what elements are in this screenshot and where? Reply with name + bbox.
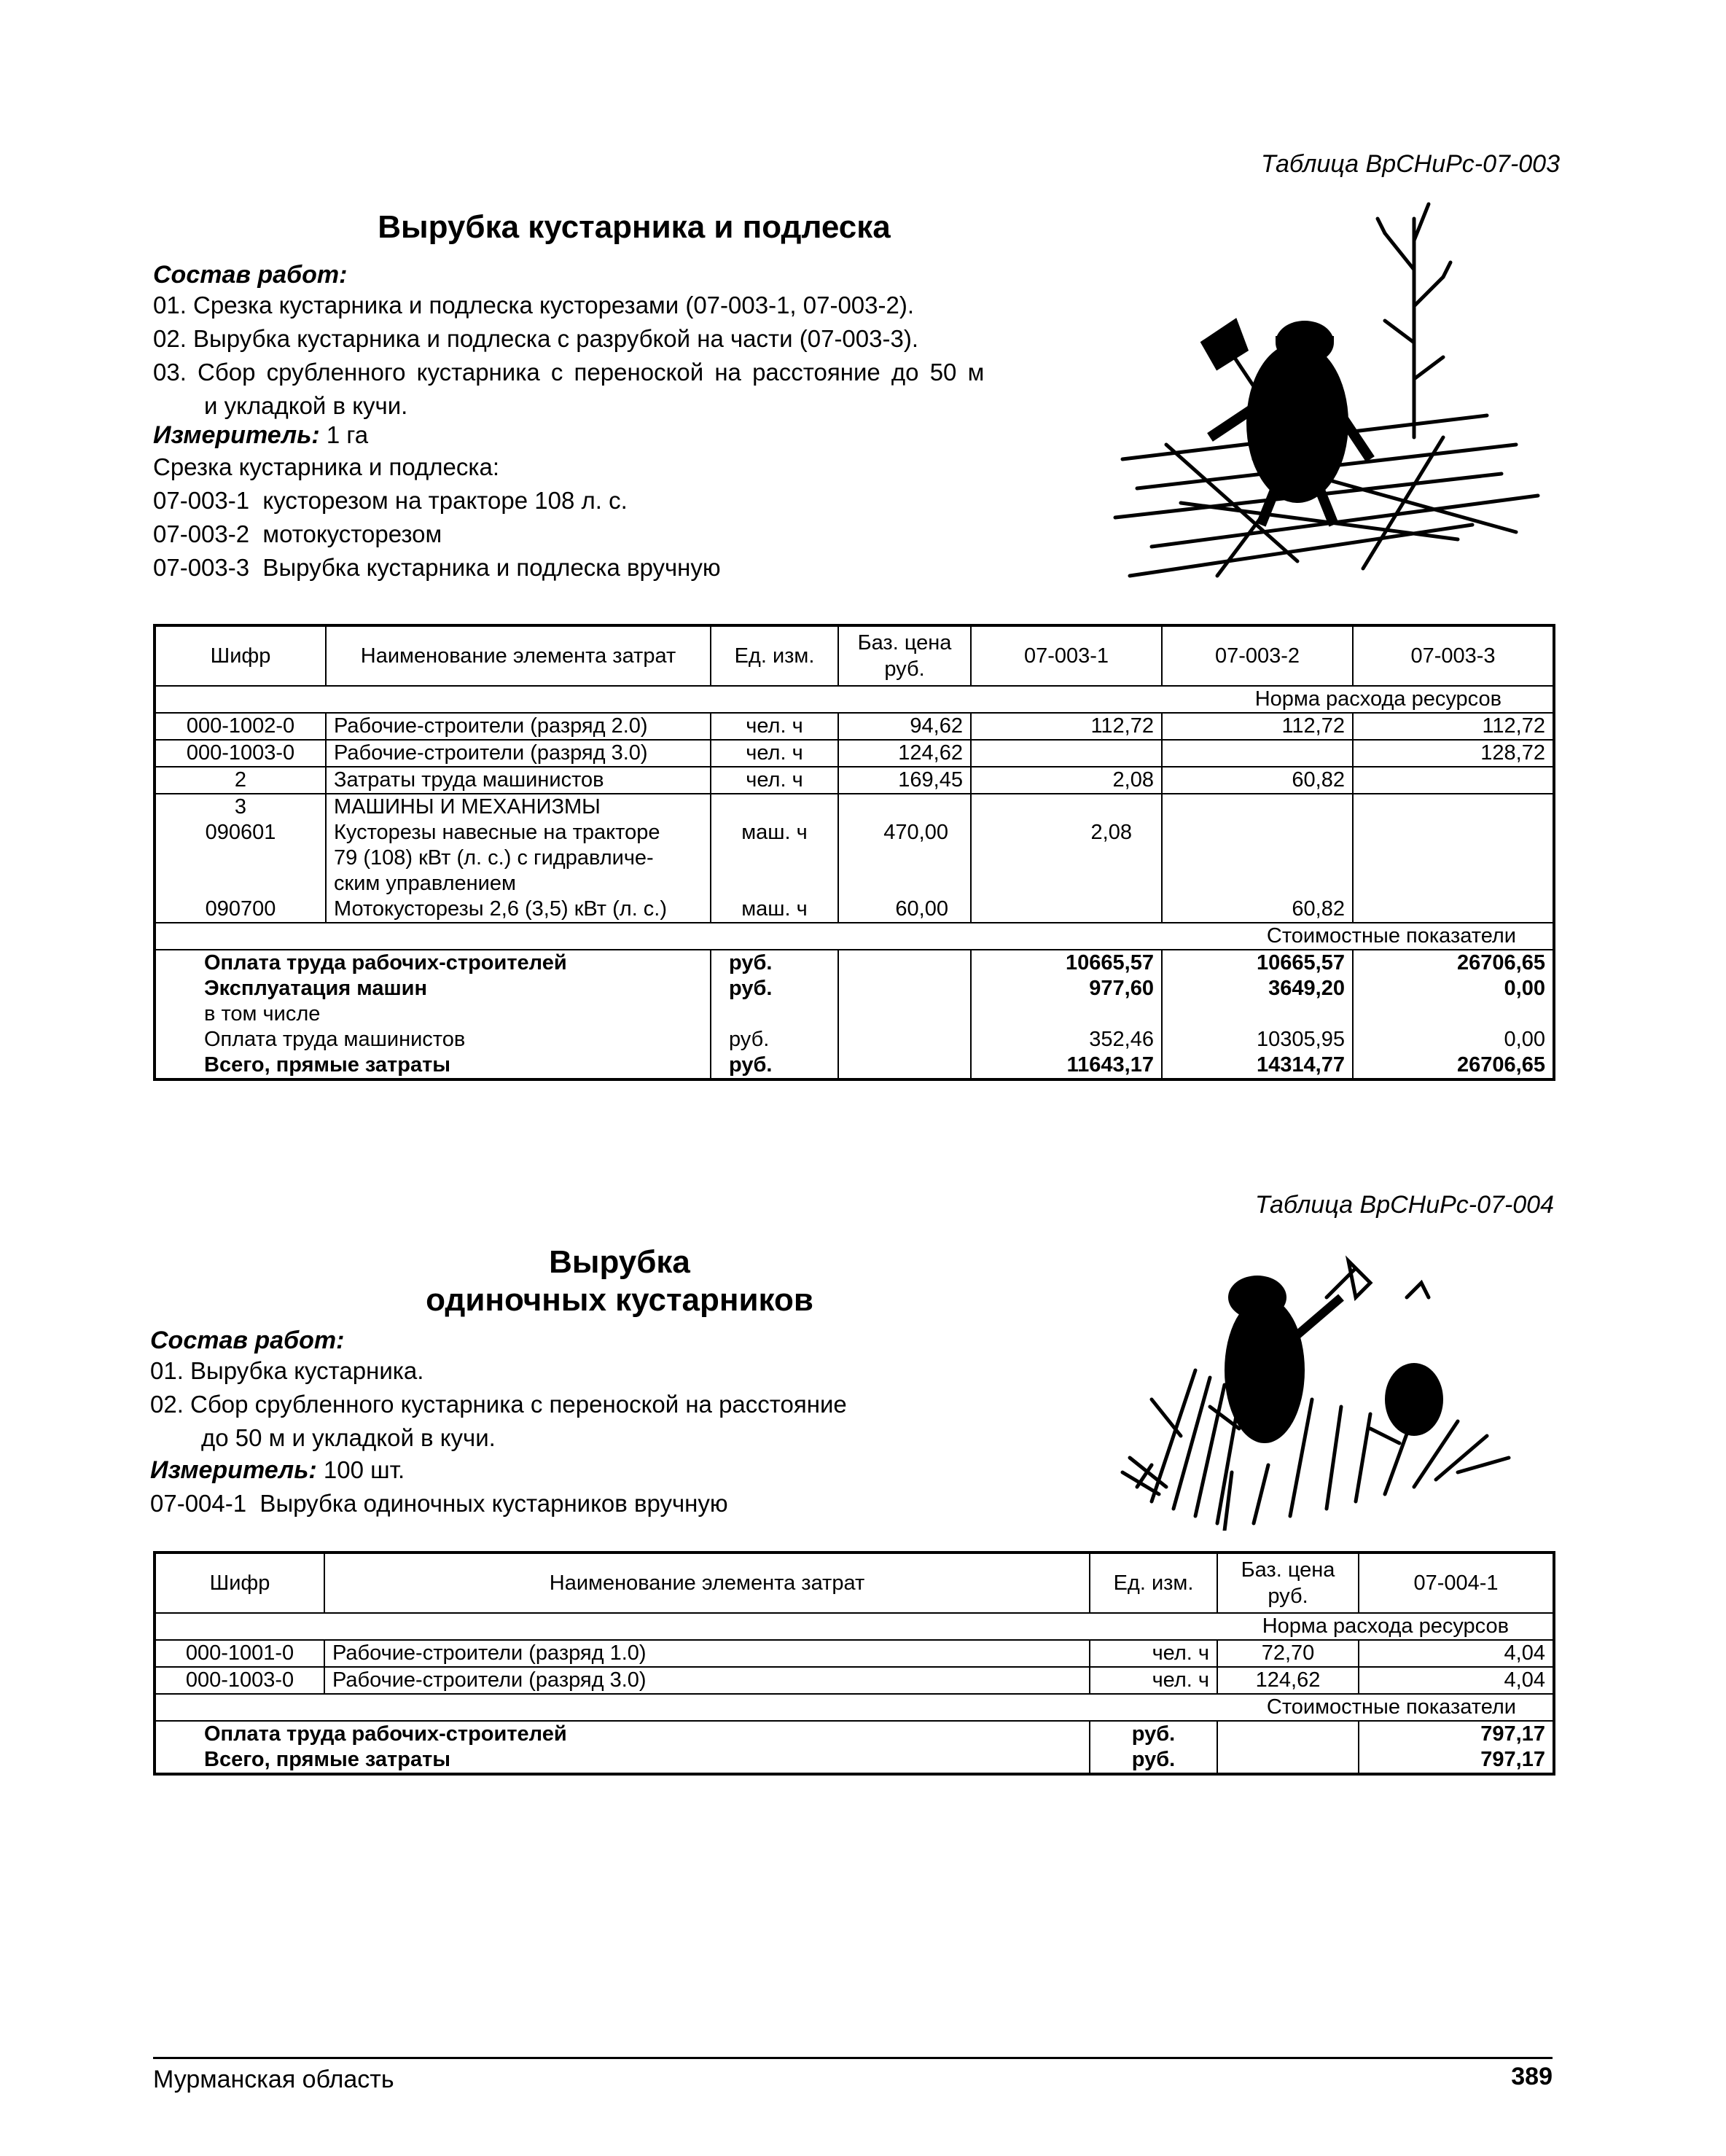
cell-empty <box>838 1027 971 1052</box>
table-row <box>155 794 1554 820</box>
cost-unit: руб. <box>711 1052 838 1079</box>
cost-row <box>155 976 1554 1001</box>
cell-unit: маш. ч <box>711 897 838 923</box>
cell-price: 470,00 <box>838 820 971 845</box>
cell-price: 72,70 <box>1217 1640 1359 1667</box>
cost-value: 10665,57 <box>1162 950 1353 976</box>
cell-value: 60,82 <box>1162 897 1353 923</box>
cell-empty <box>1217 1721 1359 1747</box>
cell-empty <box>838 1052 971 1079</box>
table-row <box>155 767 1554 794</box>
measure-label-1: Измеритель: <box>153 421 320 449</box>
work-item: 03. Сбор срубленного кустарника с переноской на расстояние до 50 м <box>153 359 985 386</box>
table-row <box>155 871 1554 897</box>
table-row <box>155 820 1554 845</box>
works-label-2: Состав работ: <box>150 1327 345 1354</box>
cell-value: 112,72 <box>1162 713 1353 740</box>
cell-price: 124,62 <box>1217 1667 1359 1694</box>
work-item: 02. Сбор срубленного кустарника с переноской на расстояние <box>150 1391 847 1418</box>
work-item: 02. Вырубка кустарника и подлеска с разрубкой на части (07-003-3). <box>153 325 918 352</box>
codes-list-1 <box>153 450 721 585</box>
col-header: 07-004-1 <box>1359 1552 1554 1613</box>
footer-divider <box>153 2057 1553 2059</box>
cost-value: 0,00 <box>1353 1027 1554 1052</box>
cost-value: 10305,95 <box>1162 1027 1353 1052</box>
resources-table-1 <box>153 624 1555 1081</box>
code-item: 07-003-3 Вырубка кустарника и подлеска вручную <box>153 554 721 581</box>
cost-label: в том числе <box>155 1001 711 1027</box>
cost-unit: руб. <box>1090 1721 1217 1747</box>
cost-value: 14314,77 <box>1162 1052 1353 1079</box>
table-caption-1: Таблица ВрСНиРс-07-003 <box>1260 150 1560 178</box>
cost-value: 797,17 <box>1359 1721 1554 1747</box>
col-header: Ед. изм. <box>711 625 838 686</box>
cell-empty <box>1162 794 1353 820</box>
cost-value: 797,17 <box>1359 1747 1554 1774</box>
cell-value: 112,72 <box>1353 713 1554 740</box>
measure-value-1: 1 га <box>319 421 369 448</box>
cell-empty <box>155 871 326 897</box>
section-title-2 <box>350 1243 889 1319</box>
cost-value: 0,00 <box>1353 976 1554 1001</box>
cost-unit: руб. <box>711 950 838 976</box>
bush-cutting-illustration <box>1108 1254 1516 1531</box>
cell-empty <box>971 897 1162 923</box>
cell-empty <box>838 976 971 1001</box>
cell-empty <box>1353 897 1554 923</box>
section-row <box>155 1613 1554 1640</box>
cell-empty <box>711 794 838 820</box>
cost-label: Оплата труда рабочих-строителей <box>155 950 711 976</box>
cell-price: 169,45 <box>838 767 971 794</box>
col-header: Шифр <box>155 1552 324 1613</box>
cell-unit: чел. ч <box>1090 1667 1217 1694</box>
code-item: 07-003-2 мотокусторезом <box>153 520 442 547</box>
cell-empty <box>1217 1747 1359 1774</box>
cell-unit: чел. ч <box>1090 1640 1217 1667</box>
cell-empty <box>1353 871 1554 897</box>
cost-unit: руб. <box>1090 1747 1217 1774</box>
cell-value: 112,72 <box>971 713 1162 740</box>
table-caption-2: Таблица ВрСНиРс-07-004 <box>1254 1191 1554 1219</box>
works-list-1 <box>153 289 1130 423</box>
cost-unit: руб. <box>711 976 838 1001</box>
cell-empty <box>838 1001 971 1027</box>
cost-row <box>155 1052 1554 1079</box>
section-title-1: Вырубка кустарника и подлеска <box>378 209 891 245</box>
cell-name: Рабочие-строители (разряд 2.0) <box>326 713 711 740</box>
cost-value: 3649,20 <box>1162 976 1353 1001</box>
col-header: 07-003-2 <box>1162 625 1353 686</box>
cell-name: 79 (108) кВт (л. с.) с гидравличе- <box>326 845 711 871</box>
cost-row <box>155 1001 1554 1027</box>
cell-value: 128,72 <box>1353 740 1554 767</box>
cell-unit: чел. ч <box>711 713 838 740</box>
cell-code: 2 <box>155 767 326 794</box>
cell-code: 000-1002-0 <box>155 713 326 740</box>
code-item: 07-004-1 Вырубка одиночных кустарников вручную <box>150 1490 728 1517</box>
table-row <box>155 713 1554 740</box>
cell-unit: чел. ч <box>711 767 838 794</box>
cell-name: Рабочие-строители (разряд 3.0) <box>324 1667 1090 1694</box>
col-header: 07-003-3 <box>1353 625 1554 686</box>
cost-value: 10665,57 <box>971 950 1162 976</box>
section-row <box>155 686 1554 713</box>
cell-empty <box>711 845 838 871</box>
cell-value <box>1353 767 1554 794</box>
cell-code: 000-1003-0 <box>155 740 326 767</box>
section-label: Норма расхода ресурсов <box>155 1613 1554 1640</box>
measure-2 <box>150 1453 405 1487</box>
table-row <box>155 1640 1554 1667</box>
cell-empty <box>1353 845 1554 871</box>
codes-list-2 <box>150 1487 728 1520</box>
cell-value: 4,04 <box>1359 1640 1554 1667</box>
cost-label: Всего, прямые затраты <box>155 1052 711 1079</box>
cell-name: Рабочие-строители (разряд 3.0) <box>326 740 711 767</box>
cell-unit: маш. ч <box>711 820 838 845</box>
cell-empty <box>1162 845 1353 871</box>
table-header-row <box>155 625 1554 686</box>
cost-value: 26706,65 <box>1353 1052 1554 1079</box>
section-row <box>155 1694 1554 1721</box>
col-header: Шифр <box>155 625 326 686</box>
cell-empty <box>1162 871 1353 897</box>
table-row <box>155 845 1554 871</box>
cell-code: 3 <box>155 794 326 820</box>
cell-name: Рабочие-строители (разряд 1.0) <box>324 1640 1090 1667</box>
cell-code: 090601 <box>155 820 326 845</box>
cell-name: Кусторезы навесные на тракторе <box>326 820 711 845</box>
cell-price: 60,00 <box>838 897 971 923</box>
cost-row <box>155 1721 1554 1747</box>
measure-label-2: Измеритель: <box>150 1456 317 1484</box>
work-item: и укладкой в кучи. <box>204 392 408 419</box>
work-item: 01. Вырубка кустарника. <box>150 1357 424 1384</box>
cost-value: 977,60 <box>971 976 1162 1001</box>
section-row <box>155 923 1554 950</box>
section-label: Стоимостные показатели <box>155 1694 1554 1721</box>
section-title-2-line2: одиночных кустарников <box>426 1282 813 1318</box>
col-header: Баз. цена руб. <box>838 625 971 686</box>
cell-unit: чел. ч <box>711 740 838 767</box>
cell-empty <box>711 1001 838 1027</box>
cell-name: Мотокусторезы 2,6 (3,5) кВт (л. с.) <box>326 897 711 923</box>
work-item: 01. Срезка кустарника и подлеска кусторезами (07-003-1, 07-003-2). <box>153 292 915 319</box>
cell-empty <box>971 1001 1162 1027</box>
section-label: Норма расхода ресурсов <box>155 686 1554 713</box>
section-label: Стоимостные показатели <box>155 923 1554 950</box>
footer-region: Мурманская область <box>153 2066 394 2093</box>
cell-empty <box>971 845 1162 871</box>
sub-intro: Срезка кустарника и подлеска: <box>153 453 500 480</box>
cost-label: Оплата труда машинистов <box>155 1027 711 1052</box>
table-row <box>155 897 1554 923</box>
cost-row <box>155 1747 1554 1774</box>
cell-empty <box>971 794 1162 820</box>
shrub-cutting-illustration <box>1108 197 1545 605</box>
cell-value: 2,08 <box>971 820 1162 845</box>
cell-name: ским управлением <box>326 871 711 897</box>
code-item: 07-003-1 кусторезом на тракторе 108 л. с. <box>153 487 628 514</box>
cost-value: 11643,17 <box>971 1052 1162 1079</box>
works-list-2 <box>150 1354 1025 1455</box>
cell-price: 124,62 <box>838 740 971 767</box>
col-header: Наименование элемента затрат <box>324 1552 1090 1613</box>
cell-empty <box>1353 820 1554 845</box>
work-item: до 50 м и укладкой в кучи. <box>201 1424 496 1451</box>
cell-value <box>971 740 1162 767</box>
col-header: Баз. цена руб. <box>1217 1552 1359 1613</box>
cell-name: МАШИНЫ И МЕХАНИЗМЫ <box>326 794 711 820</box>
cell-price: 94,62 <box>838 713 971 740</box>
table-row <box>155 740 1554 767</box>
cost-value: 26706,65 <box>1353 950 1554 976</box>
col-header: Наименование элемента затрат <box>326 625 711 686</box>
cell-value <box>1162 740 1353 767</box>
table-row <box>155 1667 1554 1694</box>
cell-code: 000-1003-0 <box>155 1667 324 1694</box>
col-header: 07-003-1 <box>971 625 1162 686</box>
cell-empty <box>971 871 1162 897</box>
cell-empty <box>1353 794 1554 820</box>
cell-code: 000-1001-0 <box>155 1640 324 1667</box>
cost-row <box>155 1027 1554 1052</box>
cell-value: 4,04 <box>1359 1667 1554 1694</box>
measure-value-2: 100 шт. <box>316 1456 405 1483</box>
cost-row <box>155 950 1554 976</box>
cell-code: 090700 <box>155 897 326 923</box>
cell-empty <box>838 845 971 871</box>
cell-empty <box>155 845 326 871</box>
section-title-2-line1: Вырубка <box>549 1244 690 1280</box>
page-number: 389 <box>1511 2063 1553 2090</box>
cost-label: Эксплуатация машин <box>155 976 711 1001</box>
col-header: Ед. изм. <box>1090 1552 1217 1613</box>
cell-value: 2,08 <box>971 767 1162 794</box>
cost-value: 352,46 <box>971 1027 1162 1052</box>
cell-empty <box>838 871 971 897</box>
resources-table-2 <box>153 1551 1555 1776</box>
cell-empty <box>1353 1001 1554 1027</box>
cell-name: Затраты труда машинистов <box>326 767 711 794</box>
cell-empty <box>1162 820 1353 845</box>
cell-empty <box>711 871 838 897</box>
cell-empty <box>838 794 971 820</box>
works-label-1: Состав работ: <box>153 261 348 289</box>
cell-empty <box>838 950 971 976</box>
table-header-row <box>155 1552 1554 1613</box>
cost-label: Оплата труда рабочих-строителей <box>155 1721 1090 1747</box>
cost-unit: руб. <box>711 1027 838 1052</box>
cell-value: 60,82 <box>1162 767 1353 794</box>
cell-empty <box>1162 1001 1353 1027</box>
cost-label: Всего, прямые затраты <box>155 1747 1090 1774</box>
measure-1 <box>153 418 368 452</box>
